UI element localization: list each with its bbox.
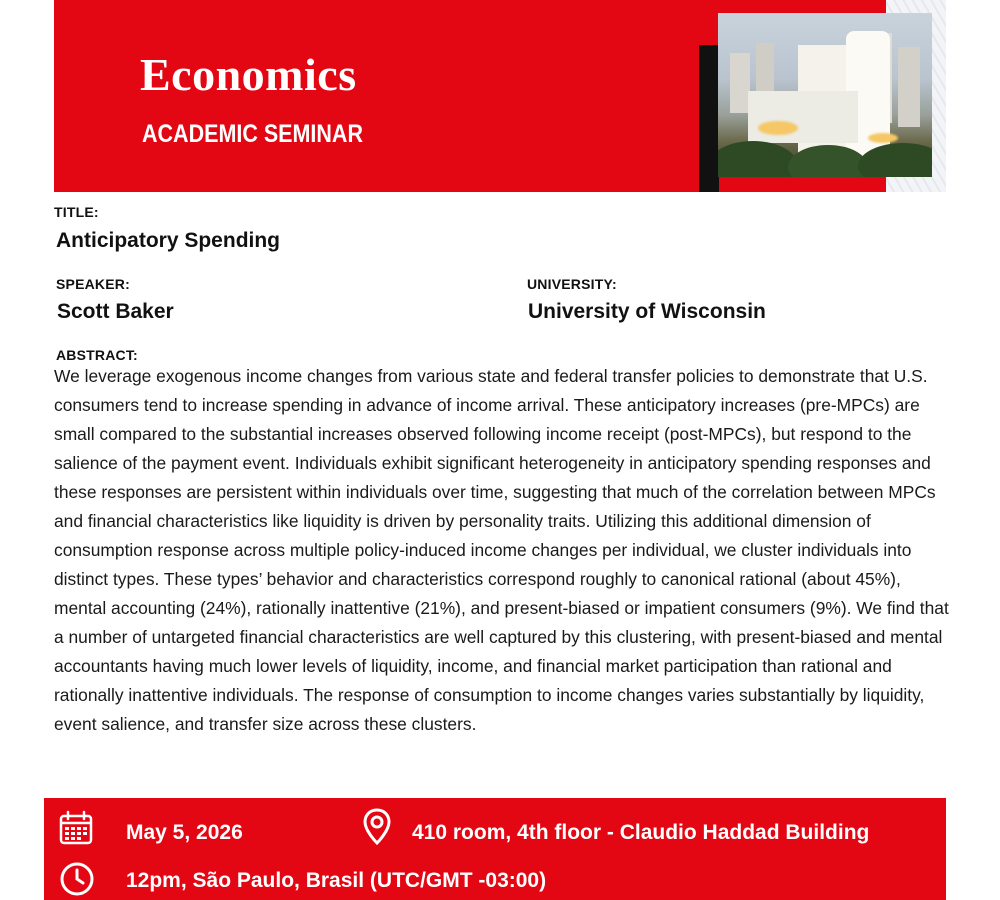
header-subtitle: ACADEMIC SEMINAR — [142, 120, 363, 148]
abstract-label: ABSTRACT: — [56, 347, 138, 363]
location-pin-icon — [362, 808, 392, 846]
title-label: TITLE: — [54, 204, 99, 220]
calendar-icon — [58, 810, 94, 846]
clock-icon — [59, 861, 95, 897]
speaker-name: Scott Baker — [57, 300, 174, 323]
event-time: 12pm, São Paulo, Brasil (UTC/GMT -03:00) — [126, 869, 547, 892]
university-label: UNIVERSITY: — [527, 276, 617, 292]
seminar-title: Anticipatory Spending — [56, 229, 281, 252]
event-date: May 5, 2026 — [126, 821, 243, 844]
event-details-footer — [44, 798, 946, 900]
abstract-text: We leverage exogenous income changes from various state and federal transfer policies to demonstrate that U.S. consumers tend to increase spending in advance of income arrival. These anticipatory increases (pre-MPCs) are small compared to the substantial increases observed following income receipt (post-MPCs), but respond to the salience of the payment event. Individuals exhibit significant heterogeneity in anticipatory spending responses and these responses are persistent within individuals over time, suggesting that much of the correlation between MPCs and financial characteristics like liquidity is driven by personality traits. Utilizing this additional dimension of consumption response across multiple policy-induced income changes per individual, we cluster individuals into distinct types. These types’ behavior and characteristics correspond roughly to canonical rational (about 45%), mental accounting (24%), rationally inattentive (21%), and present-biased or impatient consumers (9%). We find that a number of untargeted financial characteristics are well captured by this clustering, with present-biased and mental accountants having much lower levels of liquidity, income, and financial market participation than rational and rationally inattentive individuals. The response of consumption to income changes varies substantially by liquidity, event salience, and transfer size across these clusters. — [54, 366, 949, 734]
header-title: Economics — [140, 49, 357, 100]
campus-building-photo — [718, 13, 932, 177]
event-location: 410 room, 4th floor - Claudio Haddad Building — [412, 821, 870, 844]
header-banner — [54, 0, 946, 192]
university-name: University of Wisconsin — [528, 300, 766, 323]
decorative-frame — [699, 45, 719, 192]
speaker-label: SPEAKER: — [56, 276, 130, 292]
